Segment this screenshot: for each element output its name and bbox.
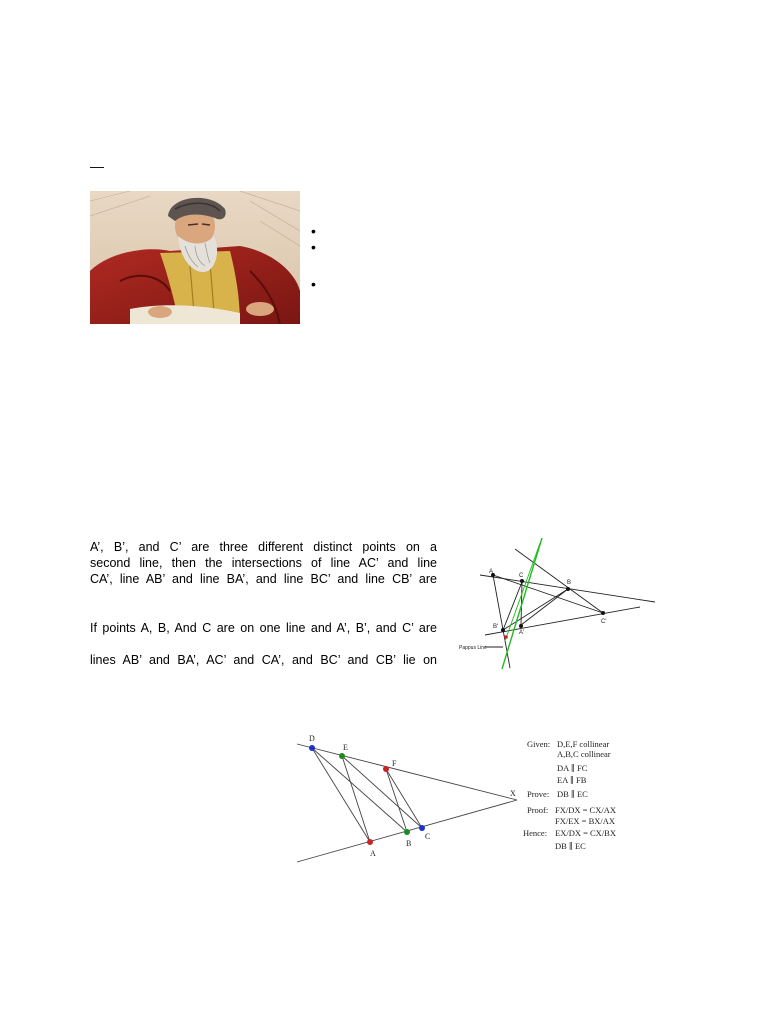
point-D [309, 745, 315, 751]
segment-DA [312, 748, 370, 842]
point-A-prime [519, 624, 523, 628]
given-3: DA ∥ FC [557, 763, 588, 773]
cross-line [521, 589, 568, 625]
point-B-prime [501, 628, 505, 632]
label-X: X [510, 789, 516, 798]
paragraph-line: second line, then the intersections of line AC’ and line [90, 556, 437, 570]
point-C [520, 579, 524, 583]
paragraph-line: lines AB’ and BA’, AC’ and CA’, and BC’ and CB’ lie on [90, 653, 437, 667]
proof-2: FX/EX = BX/AX [555, 816, 616, 826]
label-E: E [343, 743, 348, 752]
label-B: B [406, 839, 412, 848]
parallel-lines-proof-diagram [295, 732, 630, 867]
pappus-theorem-paragraph [90, 539, 437, 587]
cross-line [493, 575, 603, 613]
segment-FC [386, 769, 422, 828]
point-E [339, 753, 345, 759]
cross-line [493, 575, 510, 668]
bullet-marker: • [311, 239, 316, 255]
label-A: A [489, 569, 494, 575]
paragraph-line: If points A, B, And C are on one line and A’, B’, and C’ are [90, 621, 437, 635]
hence-label: Hence: [523, 828, 548, 838]
prove-1: DB ∥ EC [557, 789, 588, 799]
portrait-illustration [90, 191, 300, 324]
pappus-diagram [455, 533, 660, 673]
label-D: D [309, 734, 315, 743]
point-C-prime [601, 611, 605, 615]
proof-1: FX/DX = CX/AX [555, 805, 616, 815]
point-F [383, 766, 389, 772]
label-A: A [370, 849, 376, 858]
paragraph-line: CA’, line AB’ and line BA’, and line BC’ and line CB’ are [90, 572, 437, 586]
given-label: Given: [527, 739, 551, 749]
label-A-prime: A' [519, 630, 525, 636]
intersection-point-red [504, 635, 508, 639]
bullet-marker: • [311, 276, 316, 292]
converse-paragraph [90, 620, 437, 668]
proof-text [523, 739, 616, 851]
stray-dash: — [90, 158, 104, 174]
paragraph-line: A’, B’, and C’ are three different distinct points on a [90, 540, 437, 554]
bullet-marker: • [311, 223, 316, 239]
line-DX [297, 744, 517, 800]
label-C-prime: C' [601, 619, 607, 625]
pappus-line-green [502, 538, 542, 669]
point-B [404, 829, 410, 835]
hence-1: EX/DX = CX/BX [555, 828, 616, 838]
euclid-portrait-image [90, 191, 300, 324]
point-C [419, 825, 425, 831]
hence-2: DB ∥ EC [555, 841, 586, 851]
label-C: C [425, 832, 431, 841]
cross-line [503, 589, 568, 630]
label-C: C [519, 573, 524, 579]
prove-label: Prove: [527, 789, 550, 799]
cross-line [503, 582, 522, 630]
point-B [566, 587, 570, 591]
label-pappus-line: Pappus Line [459, 645, 487, 651]
point-A [367, 839, 373, 845]
proof-label: Proof: [527, 805, 549, 815]
given-4: EA ∥ FB [557, 775, 587, 785]
given-2: A,B,C collinear [557, 749, 611, 759]
label-B-prime: B' [493, 624, 499, 630]
label-B: B [567, 580, 572, 586]
label-F: F [392, 759, 397, 768]
given-1: D,E,F collinear [557, 739, 610, 749]
